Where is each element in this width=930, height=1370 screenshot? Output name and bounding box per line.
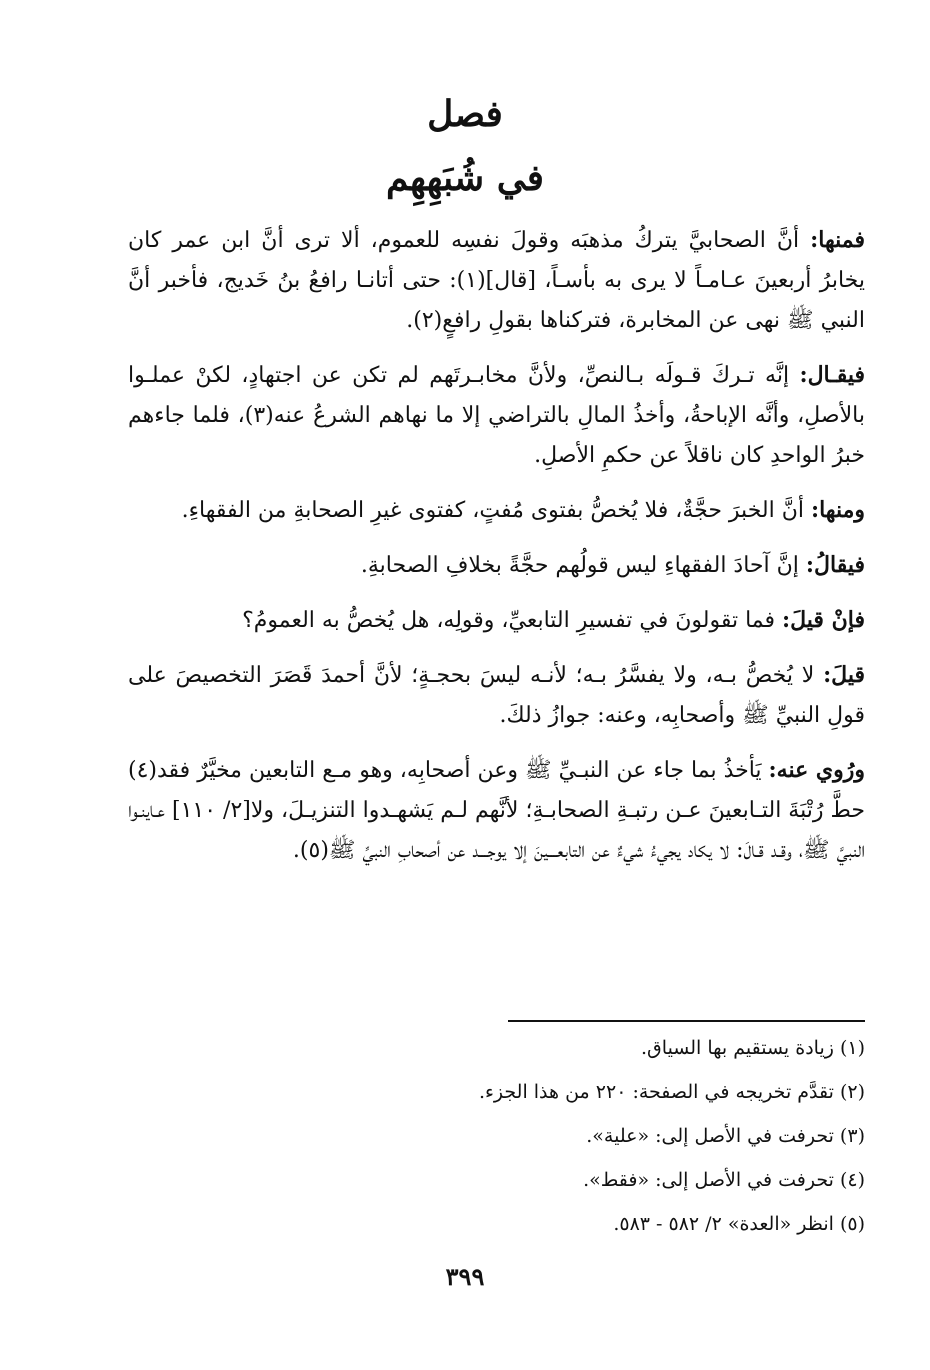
paragraph-lead: قيلَ: bbox=[823, 662, 865, 688]
paragraph-2 bbox=[128, 355, 865, 476]
paragraph-lead: فإنْ قيلَ: bbox=[782, 607, 865, 633]
paragraph-3 bbox=[128, 490, 865, 531]
paragraph-4 bbox=[128, 545, 865, 586]
footnote-separator bbox=[508, 1020, 865, 1022]
paragraph-5 bbox=[128, 600, 865, 641]
paragraph-lead: فيقـال: bbox=[799, 362, 865, 388]
paragraph-lead: ومنها: bbox=[810, 497, 865, 523]
page-number: ٣٩٩ bbox=[445, 1262, 485, 1291]
footnote-2: (٢) تقدَّم تخريجه في الصفحة: ٢٢٠ من هذا الجزء. bbox=[478, 1081, 865, 1103]
paragraph-text: إنَّه تـركَ قـولَه بـالنصِّ، ولأنَّ مخابـرتَهم لم تكن عن اجتهادٍ، لكنْ عملـوا بالأصلِ، وأنَّه الإباحةُ، وأخذُ المالِ بالتراضي إلا ما نهاهم الشرعُ عنه(٣)، فلما جاءهم خبرُ الواحدِ كان ناقلاً عن حكمِ الأصلِ. bbox=[128, 363, 865, 468]
footnote-4: (٤) تحرفت في الأصل إلى: «فقط». bbox=[583, 1169, 865, 1191]
paragraph-7 bbox=[128, 750, 865, 871]
paragraph-lead: فيقالُ: bbox=[805, 552, 865, 578]
paragraph-text: أنَّ الصحابيَّ يتركُ مذهبَه وقولَ نفسِه للعموم، ألا ترى أنَّ ابن عمر كان يخابرُ أربعينَ عـامـاً لا يرى به بأسـاً، [قال](١): حتى أتانـا رافعُ بنُ خَديج، فأخبر أنَّ النبي ﷺ نهى عن المخابرة، فتركناها بقولِ رافعٍ(٢). bbox=[128, 228, 865, 333]
paragraph-6 bbox=[128, 655, 865, 736]
footnote-5: (٥) انظر «العدة» ٢/ ٥٨٢ - ٥٨٣. bbox=[613, 1213, 865, 1235]
paragraph-1 bbox=[128, 220, 865, 341]
chapter-subtitle: في شُبَهِهِم bbox=[386, 157, 544, 199]
paragraph-text: فما تقولونَ في تفسيرِ التابعيِّ، وقولِه، هل يُخصُّ به العمومُ؟ bbox=[242, 608, 783, 633]
paragraph-text: إنَّ آحادَ الفقهاءِ ليس قولُهم حجَّةً بخلافِ الصحابةِ. bbox=[360, 553, 806, 578]
paragraph-text: أنَّ الخبرَ حجَّةٌ، فلا يُخصُّ بفتوى مُفتٍ، كفتوى غيرِ الصحابةِ من الفقهاءِ. bbox=[181, 498, 811, 523]
chapter-title: فصل bbox=[427, 93, 503, 135]
paragraph-text: لا يُخصُّ بـه، ولا يفسَّرُ بـه؛ لأنـه ليسَ بحجـةٍ؛ لأنَّ أحمدَ قَصَرَ التخصيصَ على قولِ النبيِّ ﷺ وأصحابِه، وعنه: جوازُ ذلكَ. bbox=[128, 663, 865, 728]
paragraph-lead: فمنها: bbox=[810, 227, 865, 253]
paragraph-text: يَأخذُ بما جاء عن النبـيِّ ﷺ وعن أصحابِه، وهو مـع التابعين مخيَّرٌ فقد(٤) حطَّ رُتْبَةَ التـابعينَ عـن رتبـةِ الصحابـةِ؛ لأنَّهم لـم يَشهـدوا التنزيـلَ، ولا[٢/ ١١٠] عـاينـوا النبيَّ ﷺ، وقـد قـالَ: لا يكاد يجيءُ شيءٌ عن التابعـــينَ إلا يوجـــد عن أصحابِ النبيِّ ﷺ(٥). bbox=[128, 758, 865, 863]
footnote-3: (٣) تحرفت في الأصل إلى: «علية». bbox=[586, 1125, 865, 1147]
footnotes bbox=[128, 1026, 865, 1246]
body-text bbox=[128, 220, 865, 885]
paragraph-lead: ورُوي عنه: bbox=[768, 757, 865, 783]
footnote-1: (١) زيادة يستقيم بها السياق. bbox=[641, 1037, 865, 1059]
